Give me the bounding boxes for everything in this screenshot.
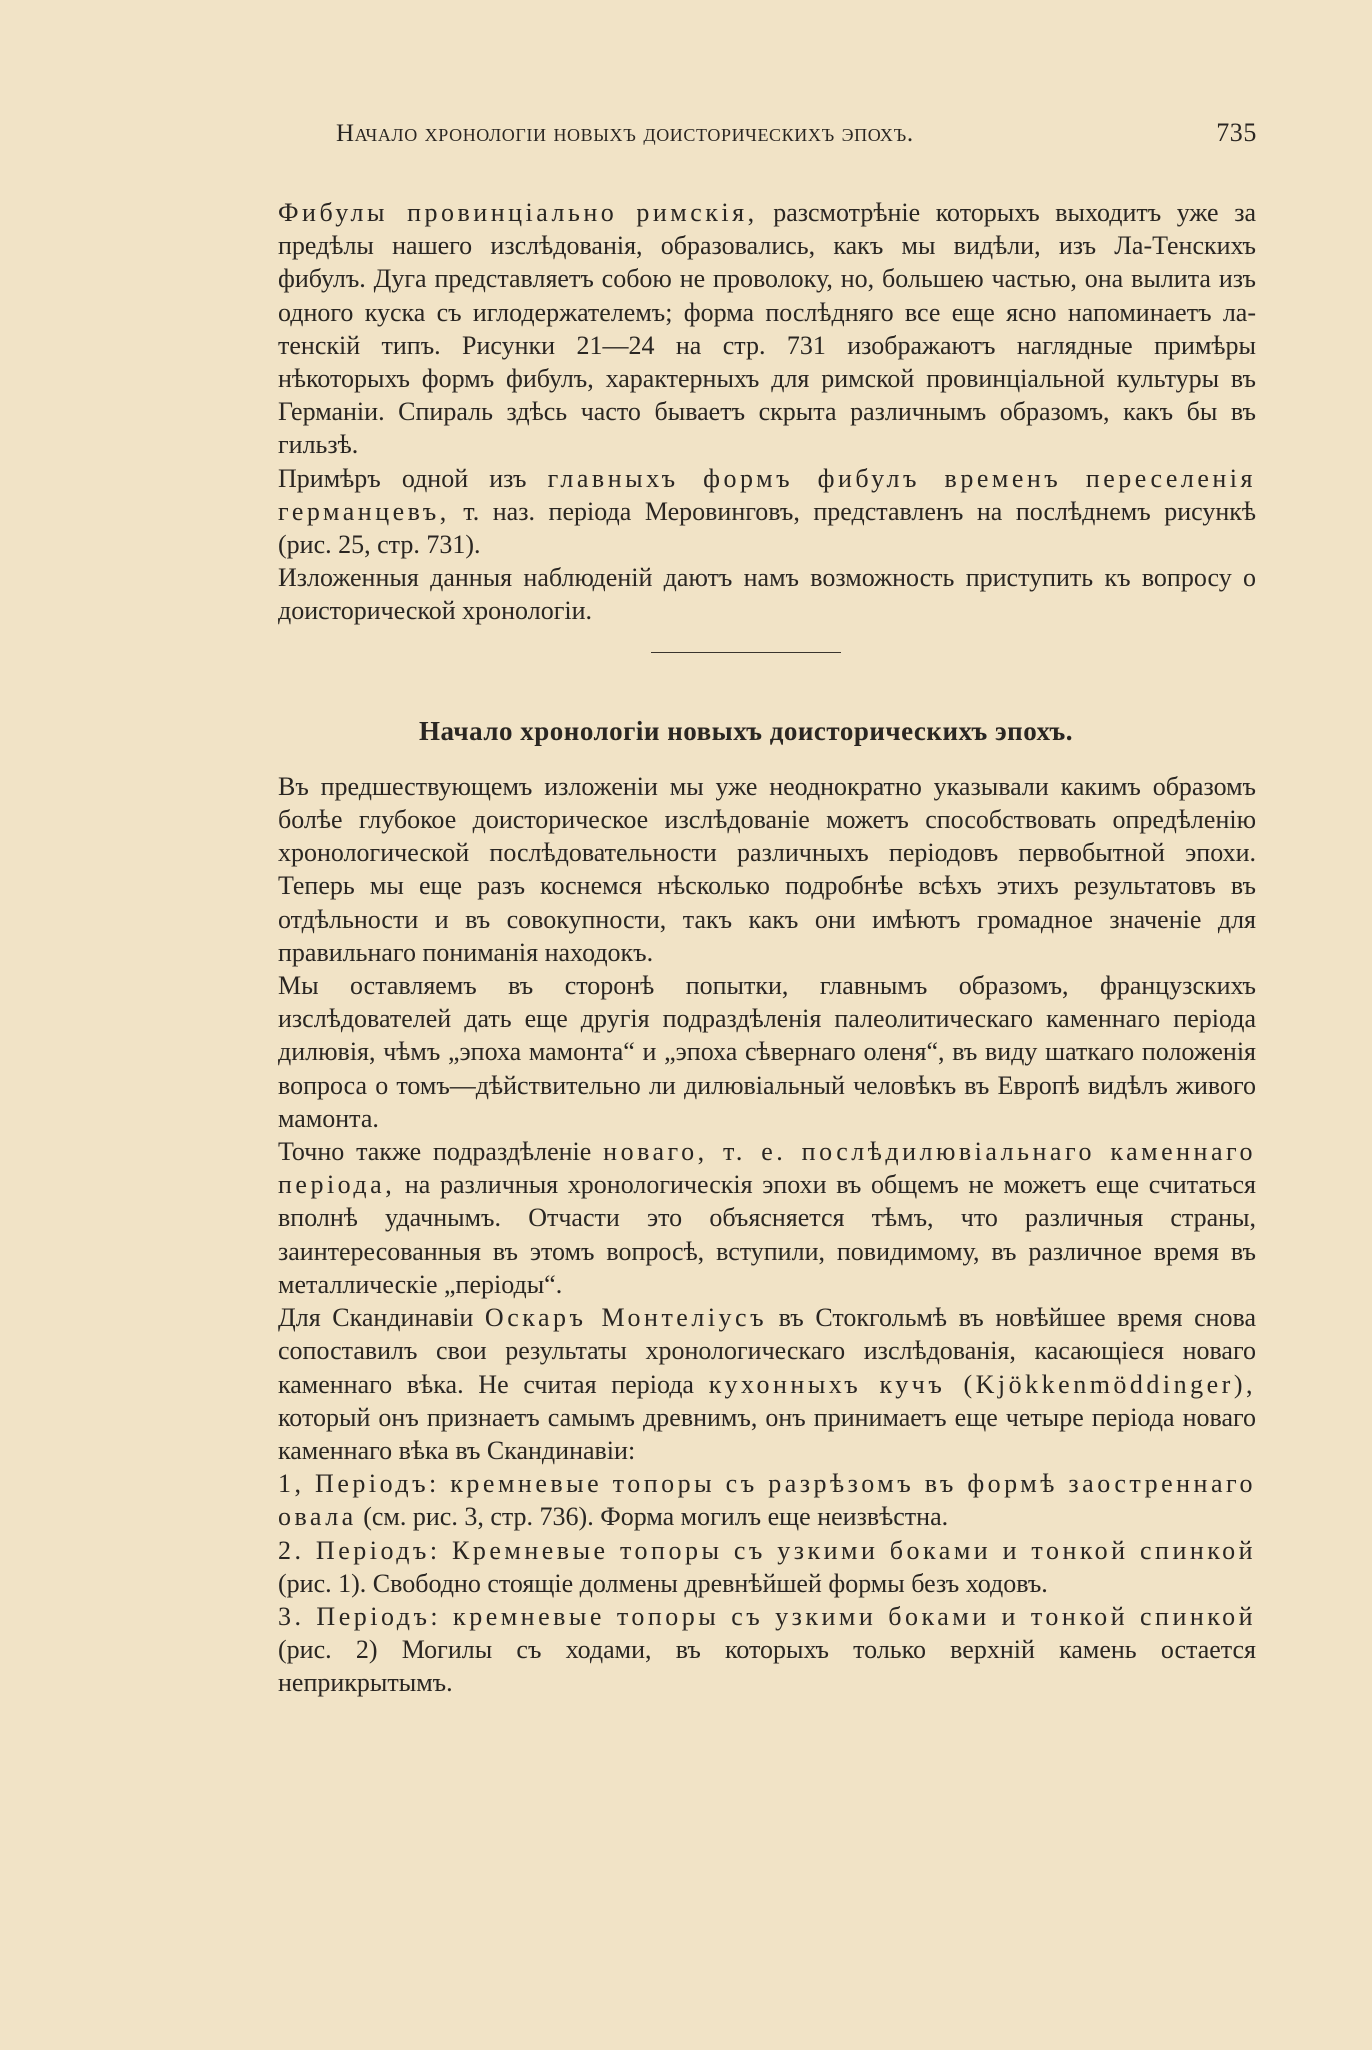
period-text: (рис. 1). Свободно стоящіе долмены древнѣйшей формы безъ ходовъ. — [278, 1568, 1048, 1598]
period-description: кремневые топоры съ разрѣзомъ въ формѣ заостреннаго овала — [278, 1469, 1257, 1532]
paragraph-transition: Изложенныя данныя наблюденій даютъ намъ возможность приступить къ вопросу о доисторической хронологіи. — [278, 563, 1256, 626]
period-label: 3. Періодъ: — [278, 1601, 442, 1631]
paragraph-merovingian — [236, 462, 1256, 562]
paragraph-spaced: новаго, т. е. послѣдилювіальнаго каменнаго періода, — [278, 1137, 1256, 1200]
paragraph-text: разсмотрѣніе которыхъ выходитъ уже за предѣлы нашего изслѣдованія, образовались, какъ мы видѣли, изъ Ла-Тенскихъ фибулъ. Дуга представляетъ собою не проволоку, но, большею частью, она вылита изъ одного куска съ иглодержателемъ; форма послѣдняго все еще ясно напоминаетъ ла-тенскій типъ. Рисунки 21—24 на стр. 731 изображаютъ наглядные примѣры нѣкоторыхъ формъ фибулъ, характерныхъ для римской провинціальной культуры въ Германіи. Спираль здѣсь часто бываетъ скрыта различнымъ образомъ, какъ бы въ гильзѣ. — [278, 198, 1257, 460]
paragraph-neolithic — [236, 1135, 1256, 1301]
paragraph-spaced: кухонныхъ кучъ (Kjökkenmöddinger), — [708, 1369, 1257, 1399]
period-description: кремневые топоры съ узкими боками и тонкой спинкой — [441, 1601, 1257, 1631]
paragraph-lead-spaced: Фибулы провинціально римскія, — [278, 198, 758, 227]
section-divider — [651, 652, 841, 653]
period-text: (рис. 2) Могилы съ ходами, въ которыхъ только верхній камень остается неприкрытымъ. — [278, 1635, 1256, 1698]
period-text: (см. рис. 3, стр. 736). Форма могилъ еще неизвѣстна. — [356, 1502, 949, 1532]
period-description: Кремневые топоры съ узкими боками и тонкой спинкой — [440, 1535, 1257, 1565]
period-item — [236, 1467, 1256, 1533]
paragraph-text: т. наз. періода Меровинговъ, представленъ на послѣднемъ рисункѣ (рис. 25, стр. 731). — [278, 496, 1256, 560]
page-body — [236, 196, 1256, 1700]
period-label: 1, Періодъ: — [278, 1469, 440, 1499]
paragraph-text: Точно также подраздѣленіе — [278, 1137, 604, 1167]
period-label: 2. Періодъ: — [278, 1535, 441, 1565]
paragraph-text: Для Скандинавіи — [278, 1303, 485, 1333]
running-header — [236, 118, 1257, 148]
paragraph-intro: Въ предшествующемъ изложеніи мы уже неоднократно указывали какимъ образомъ болѣе глубокое доисторическое изслѣдованіе можетъ способствовать опредѣленію хронологической послѣдовательности различныхъ періодовъ первобытной эпохи. Теперь мы еще разъ коснемся нѣсколько подробнѣе всѣхъ этихъ результатовъ въ отдѣльности и въ совокупности, такъ какъ они имѣютъ громадное значеніе для правильнаго пониманія находокъ. — [278, 771, 1256, 967]
page-number: 735 — [1216, 118, 1257, 147]
author-name: Оскаръ Монтеліусъ — [484, 1303, 768, 1333]
paragraph-fibulae-roman — [236, 196, 1256, 462]
paragraph-spaced: главныхъ формъ фибулъ временъ переселенія германцевъ, — [278, 463, 1256, 526]
running-title: Начало хронологіи новыхъ доисторическихъ эпохъ. — [336, 120, 914, 147]
paragraph-text: Примѣръ одной изъ — [278, 463, 548, 493]
period-item — [236, 1600, 1256, 1700]
paragraph-text: на различныя хронологическія эпохи въ общемъ не можетъ еще считаться вполнѣ удачнымъ. Отчасти это объясняется тѣмъ, что различныя страны, заинтересованныя въ этомъ вопросѣ, вступили, повидимому, въ различное время въ металлическіе „періоды“. — [278, 1170, 1256, 1299]
paragraph-text: въ Стокгольмѣ въ новѣйшее время снова сопоставилъ свои результаты хронологическаго изслѣдованія, касающіеся новаго каменнаго вѣка. Не считая періода — [278, 1303, 1257, 1399]
paragraph-montelius — [236, 1301, 1256, 1467]
paragraph-french-researchers: Мы оставляемъ въ сторонѣ попытки, главнымъ образомъ, французскихъ изслѣдователей дать еще другія подраздѣленія палеолитическаго каменнаго періода дилювія, чѣмъ „эпоха мамонта“ и „эпоха сѣвернаго оленя“, въ виду шаткаго положенія вопроса о томъ—дѣйствительно ли дилювіальный человѣкъ въ Европѣ видѣлъ живого мамонта. — [278, 971, 1256, 1133]
period-item — [236, 1534, 1256, 1600]
paragraph-text: который онъ признаетъ самымъ древнимъ, онъ принимаетъ еще четыре періода новаго каменнаго вѣка въ Скандинавіи: — [278, 1402, 1256, 1465]
section-title: Начало хронологіи новыхъ доисторическихъ эпохъ. — [418, 715, 1074, 746]
